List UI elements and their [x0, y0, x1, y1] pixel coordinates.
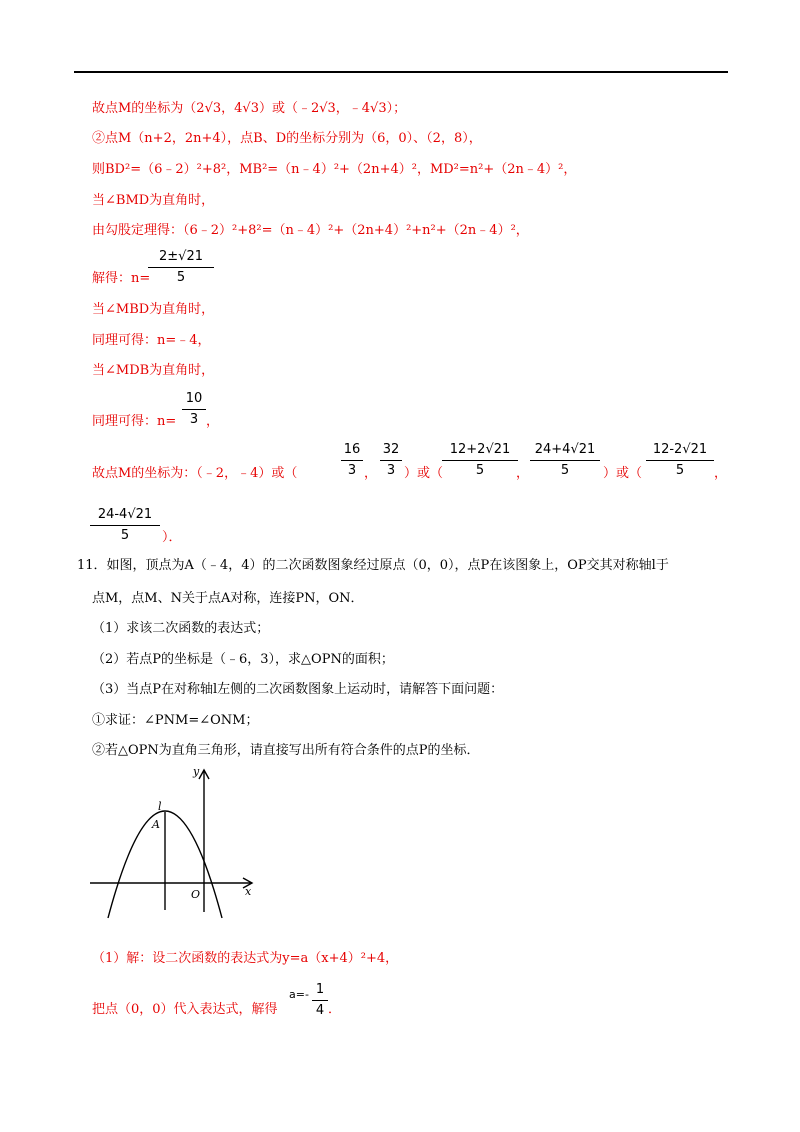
fraction-denominator: 5	[675, 463, 685, 478]
comma-2: ，	[516, 466, 530, 481]
label-x: x	[245, 885, 252, 898]
problem-11-part-3: （3）当点P在对称轴l左侧的二次函数图象上运动时，请解答下面问题：	[92, 682, 504, 697]
problem-11-text: 11．如图，顶点为A（﹣4，4）的二次函数图象经过原点（0，0），点P在该图象上，OP交其对称轴l于	[77, 558, 669, 573]
sol11-line-2-suffix: ．	[328, 1002, 342, 1017]
fraction-numerator: 1	[315, 982, 325, 997]
sol10-line-1: 故点M的坐标为（2√3，4√3）或（﹣2√3，﹣4√3）；	[92, 101, 407, 116]
fraction-denominator: 5	[475, 463, 485, 478]
fraction-32-3	[380, 442, 402, 479]
sol10-line-6-prefix: 解得：n=	[92, 271, 151, 286]
comma-3: ，	[714, 466, 728, 481]
fraction-numerator: 10	[185, 391, 203, 406]
fraction-ten-thirds	[182, 391, 206, 428]
or-separator-1: ）或（	[404, 466, 444, 481]
fraction-one-quarter	[312, 982, 328, 1019]
sol10-line-4: 当∠BMD为直角时，	[92, 193, 215, 208]
sol10-line-10-prefix: 同理可得：n=	[92, 414, 177, 429]
fraction-12-minus-2sqrt21	[646, 442, 714, 479]
problem-11-part-2: （2）若点P的坐标是（﹣6，3），求△OPN的面积；	[92, 652, 394, 667]
fraction-numerator: 24-4√21	[97, 507, 153, 522]
fraction-denominator: 5	[560, 463, 570, 478]
fraction-denominator: 3	[347, 463, 357, 478]
fraction-24-plus-4sqrt21	[530, 442, 600, 479]
fraction-denominator: 4	[315, 1003, 325, 1018]
fraction-denominator: 3	[189, 412, 199, 427]
or-separator-2: ）或（	[603, 466, 643, 481]
sol10-line-8: 同理可得：n=﹣4，	[92, 333, 211, 348]
fraction-bar	[646, 460, 714, 461]
problem-11-subpart-2: ②若△OPN为直角三角形，请直接写出所有符合条件的点P的坐标．	[92, 743, 480, 758]
fraction-n-solution	[148, 249, 214, 286]
label-l: l	[158, 800, 162, 813]
sol11-line-2-prefix: 把点（0，0）代入表达式，解得	[92, 1002, 278, 1017]
fraction-numerator: 2±√21	[159, 249, 203, 264]
fraction-a-label: a=-	[289, 988, 309, 1001]
label-O: O	[191, 888, 201, 901]
fraction-numerator: 16	[343, 442, 361, 457]
fraction-denominator: 5	[120, 528, 130, 543]
problem-11-subpart-1: ①求证：∠PNM=∠ONM；	[92, 713, 259, 728]
problem-11-part-1: （1）求该二次函数的表达式；	[92, 621, 270, 636]
comma-1: ，	[364, 466, 378, 481]
problem-11-text-cont: 点M，点M、N关于点A对称，连接PN，ON．	[92, 591, 364, 606]
fraction-denominator: 3	[386, 463, 396, 478]
sol10-line-3: 则BD²=（6﹣2）²+8²，MB²=（n﹣4）²+（2n+4）²，MD²=n²+（2n﹣4）²，	[92, 162, 577, 177]
fraction-numerator: 32	[382, 442, 400, 457]
sol10-line-11-prefix: 故点M的坐标为：（﹣2，﹣4）或（	[92, 466, 298, 481]
fraction-bar	[442, 460, 518, 461]
sol10-line-9: 当∠MDB为直角时，	[92, 363, 215, 378]
fraction-bar	[380, 460, 402, 461]
fraction-bar	[90, 525, 160, 526]
sol11-line-1: （1）解：设二次函数的表达式为y=a（x+4）²+4，	[92, 951, 399, 966]
fraction-bar	[182, 409, 206, 410]
fraction-bar	[530, 460, 600, 461]
fraction-bar	[341, 460, 363, 461]
label-y: y	[193, 765, 200, 778]
sol10-line-12-suffix: ）．	[162, 530, 182, 545]
label-A: A	[152, 818, 160, 831]
sol10-line-2: ②点M（n+2，2n+4），点B、D的坐标分别为（6，0）、（2，8），	[92, 131, 482, 146]
sol10-line-5: 由勾股定理得：（6﹣2）²+8²=（n﹣4）²+（2n+4）²+n²+（2n﹣4）²，	[92, 223, 529, 238]
fraction-numerator: 12-2√21	[652, 442, 708, 457]
header-rule	[74, 71, 728, 73]
fraction-numerator: 24+4√21	[534, 442, 596, 457]
fraction-16-3	[341, 442, 363, 479]
fraction-bar	[148, 267, 214, 268]
fraction-24-minus-4sqrt21	[90, 507, 160, 544]
sol10-line-7: 当∠MBD为直角时，	[92, 302, 215, 317]
fraction-numerator: 12+2√21	[449, 442, 511, 457]
parabola-figure	[80, 760, 270, 920]
sol10-line-10-suffix: ，	[206, 414, 220, 429]
fraction-12-plus-2sqrt21	[442, 442, 518, 479]
fraction-denominator: 5	[176, 270, 186, 285]
fraction-bar	[312, 1000, 328, 1001]
